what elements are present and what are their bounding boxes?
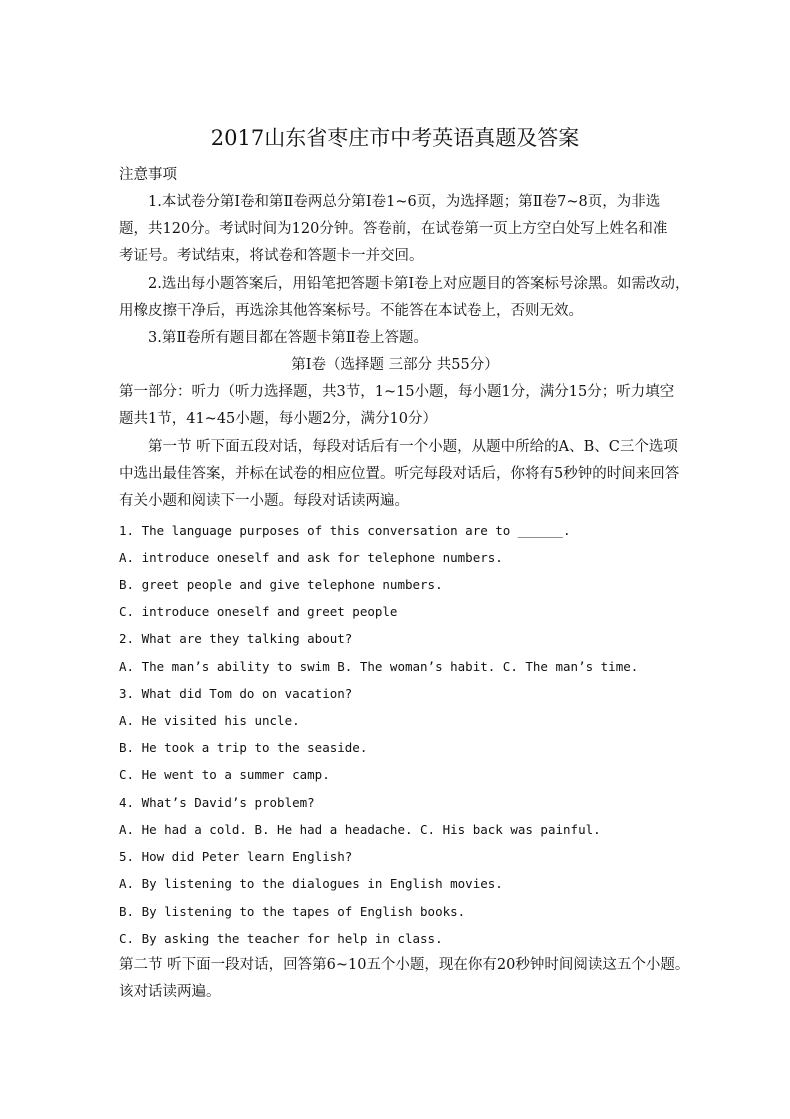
notice-item-1-line-2: 题，共120分。考试时间为120分钟。答卷前，在试卷第一页上方空白处写上姓名和准 — [119, 221, 668, 237]
notice-item-3: 3.第Ⅱ卷所有题目都在答题卡第Ⅱ卷上答题。 — [148, 330, 429, 346]
part1-heading: 第Ⅰ卷（选择题 三部分 共55分） — [291, 357, 499, 373]
notice-item-2-line-1: 2.选出每小题答案后，用铅笔把答题卡第Ⅰ卷上对应题目的答案标号涂黑。如需改动， — [148, 276, 690, 292]
part1-intro-line-2: 题共1节，41~45小题，每小题2分，满分10分） — [119, 411, 437, 427]
notice-item-1-line-1: 1.本试卷分第Ⅰ卷和第Ⅱ卷两总分第Ⅰ卷1~6页，为选择题；第Ⅱ卷7~8页，为非选 — [148, 194, 661, 210]
notice-item-2-line-2: 用橡皮擦干净后，再选涂其他答案标号。不能答在本试卷上，否则无效。 — [119, 303, 583, 319]
question-5-option-b: B. By listening to the tapes of English books. — [119, 904, 466, 919]
question-5-option-c: C. By asking the teacher for help in class. — [119, 931, 443, 946]
question-3-stem: 3. What did Tom do on vacation? — [119, 686, 353, 701]
question-5: 5. How did Peter learn English? — [119, 849, 353, 864]
question-1-option-c: C. introduce oneself and greet people — [119, 604, 398, 619]
question-4: 4. What’s David’s problem? — [119, 795, 315, 810]
document-title: 2017山东省枣庄市中考英语真题及答案 — [210, 126, 580, 150]
question-2: 2. What are they talking about? — [119, 631, 353, 646]
question-3-option-b: B. He took a trip to the seaside. — [119, 740, 368, 755]
section1-line-3: 有关小题和阅读下一小题。每段对话读两遍。 — [119, 493, 409, 509]
question-1: 1. The language purposes of this conversation are to ______. — [119, 523, 571, 538]
part1-intro-line-1: 第一部分：听力（听力选择题，共3节，1~15小题，每小题1分，满分15分；听力填空 — [119, 384, 675, 400]
section1-line-1: 第一节 听下面五段对话，每段对话后有一个小题，从题中所给的A、B、C三个选项 — [148, 439, 678, 455]
question-3-option-c: C. He went to a summer camp. — [119, 767, 330, 782]
question-4-options: A. He had a cold. B. He had a headache. C. His back was painful. — [119, 822, 601, 837]
question-1-option-b: B. greet people and give telephone numbers. — [119, 577, 443, 592]
question-1-option-a: A. introduce oneself and ask for telephone numbers. — [119, 550, 503, 565]
section2-line-2: 该对话读两遍。 — [119, 984, 221, 1000]
section1-line-2: 中选出最佳答案，并标在试卷的相应位置。听完每段对话后，你将有5秒钟的时间来回答 — [119, 466, 680, 482]
question-5-option-a: A. By listening to the dialogues in English movies. — [119, 876, 503, 891]
question-3-option-a: A. He visited his uncle. — [119, 713, 300, 728]
notice-heading: 注意事项 — [119, 167, 177, 183]
notice-item-1-line-3: 考证号。考试结束，将试卷和答题卡一并交回。 — [119, 248, 424, 264]
question-2-options: A. The man’s ability to swim B. The woman’s habit. C. The man’s time. — [119, 659, 639, 674]
section2-line-1: 第二节 听下面一段对话，回答第6~10五个小题，现在你有20秒钟时间阅读这五个小题。 — [119, 957, 690, 973]
